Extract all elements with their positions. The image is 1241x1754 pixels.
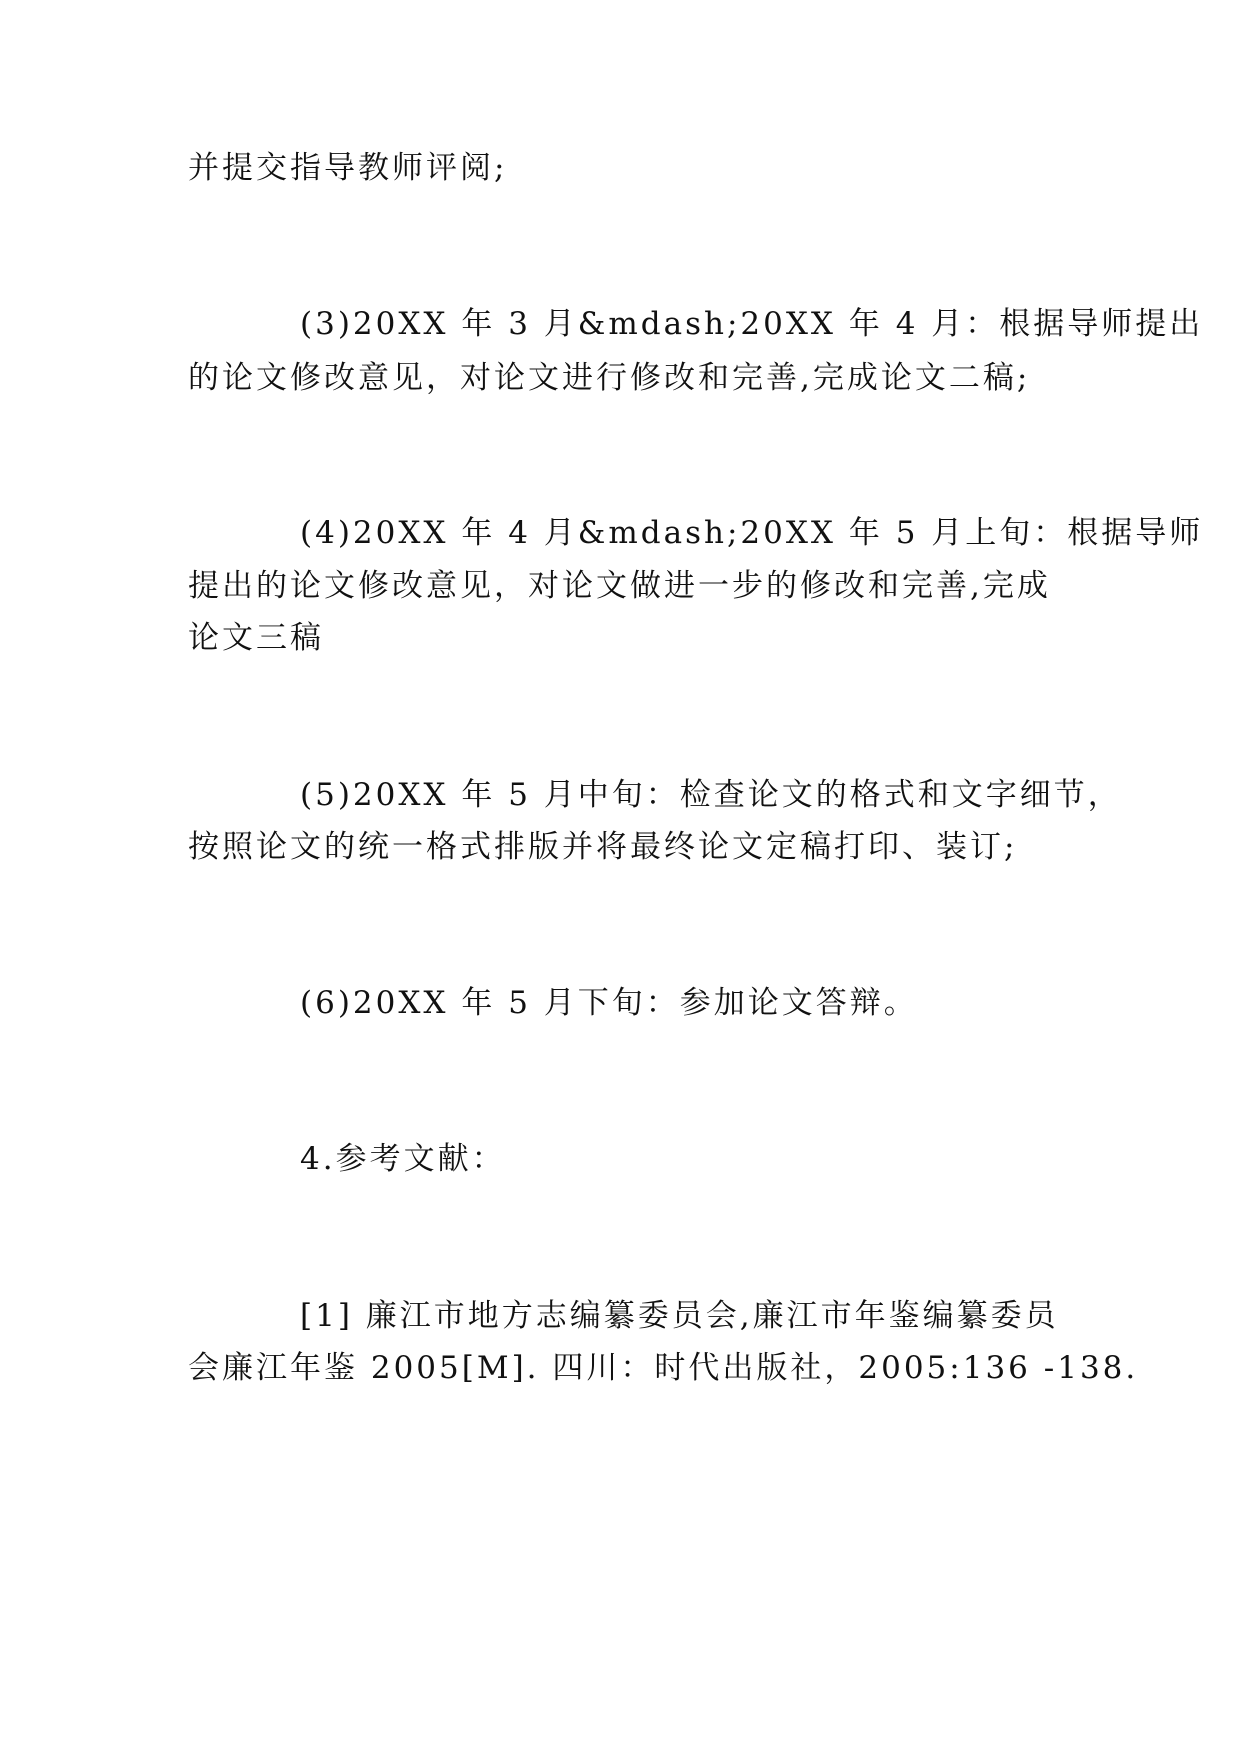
section-heading-references: 4.参考文献：	[300, 1141, 506, 1177]
text-line-item-5-end: 按照论文的统一格式排版并将最终论文定稿打印、装订;	[188, 829, 1018, 865]
text-line-item-3-start: (3)20XX 年 3 月&mdash;20XX 年 4 月：根据导师提出	[300, 306, 1204, 342]
text-line-item-4-end: 论文三稿	[188, 620, 324, 656]
text-line-item-4-start: (4)20XX 年 4 月&mdash;20XX 年 5 月上旬：根据导师	[300, 515, 1204, 551]
text-line-item-3-end: 的论文修改意见，对论文进行修改和完善,完成论文二稿;	[188, 360, 1031, 396]
text-line-continuation: 并提交指导教师评阅;	[188, 150, 508, 186]
text-line-item-4-middle: 提出的论文修改意见，对论文做进一步的修改和完善,完成	[188, 568, 1051, 604]
text-line-item-6: (6)20XX 年 5 月下旬：参加论文答辩。	[300, 985, 918, 1021]
reference-1-start: [1] 廉江市地方志编纂委员会,廉江市年鉴编纂委员	[300, 1298, 1059, 1334]
text-line-item-5-start: (5)20XX 年 5 月中旬：检查论文的格式和文字细节，	[300, 777, 1122, 813]
reference-1-end: 会廉江年鉴 2005[M]. 四川：时代出版社，2005:136 -138.	[188, 1350, 1139, 1386]
